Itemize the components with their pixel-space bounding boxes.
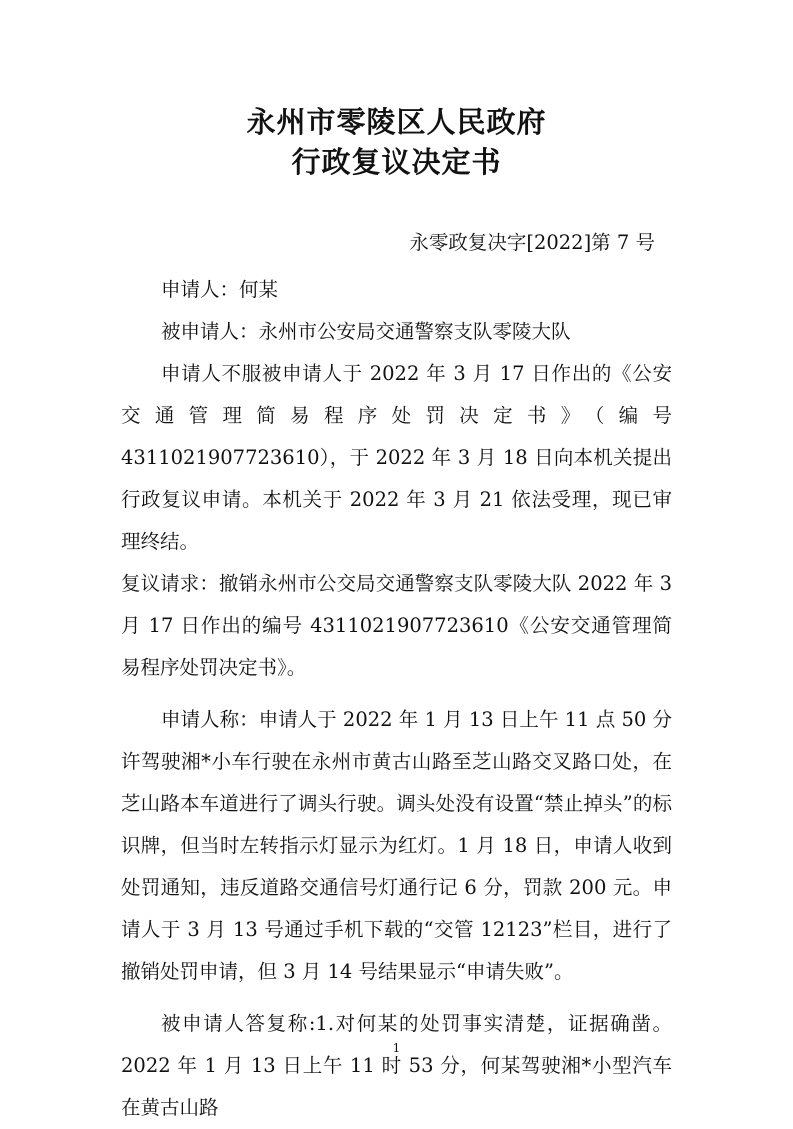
document-title-line1: 永州市零陵区人民政府 (246, 105, 547, 139)
page-number: 1 (392, 1041, 401, 1055)
applicant-line: 申请人：何某 (161, 278, 279, 301)
respondent-line: 被申请人：永州市公安局交通警察支队零陵大队 (161, 320, 571, 343)
case-summary-paragraph: 申请人不服被申请人于 2022 年 3 月 17 日作出的《公安交通管理简易程序处罚决定书》（编号 4311021907723610），于 2022 年 3 月 18 日向本机关提出行政复议申请。本机关于 2022 年 3 月 21 依法受理，现已审理终结。 (121, 362, 672, 553)
document-body (121, 269, 672, 1129)
respondent-reply-paragraph: 被申请人答复称:1.对何某的处罚事实清楚，证据确凿。2022 年 1 月 13 日上午 11 时 53 分，何某驾驶湘*小型汽车在黄古山路 (121, 1012, 672, 1119)
review-request-paragraph: 复议请求：撤销永州市公交局交通警察支队零陵大队 2022 年 3 月 17 日作出的编号 4311021907723610《公安交通管理简易程序处罚决定书》。 (121, 572, 672, 679)
document-title-line2: 行政复议决定书 (291, 145, 502, 179)
document-number: 永零政复决字[2022]第 7 号 (409, 231, 655, 254)
applicant-statement-paragraph: 申请人称：申请人于 2022 年 1 月 13 日上午 11 点 50 分许驾驶湘*小车行驶在永州市黄古山路至芝山路交叉路口处，在芝山路本车道进行了调头行驶。调头处没有设置“禁止掉头”的标识牌，但当时左转指示灯显示为红灯。1 月 18 日，申请人收到处罚通知，违反道路交通信号灯通行记 6 分，罚款 200 元。申请人于 3 月 13 号通过手机下载的“交管 12123”栏目，进行了撤销处罚申请，但 3 月 14 号结果显示“申请失败”。 (121, 708, 672, 983)
